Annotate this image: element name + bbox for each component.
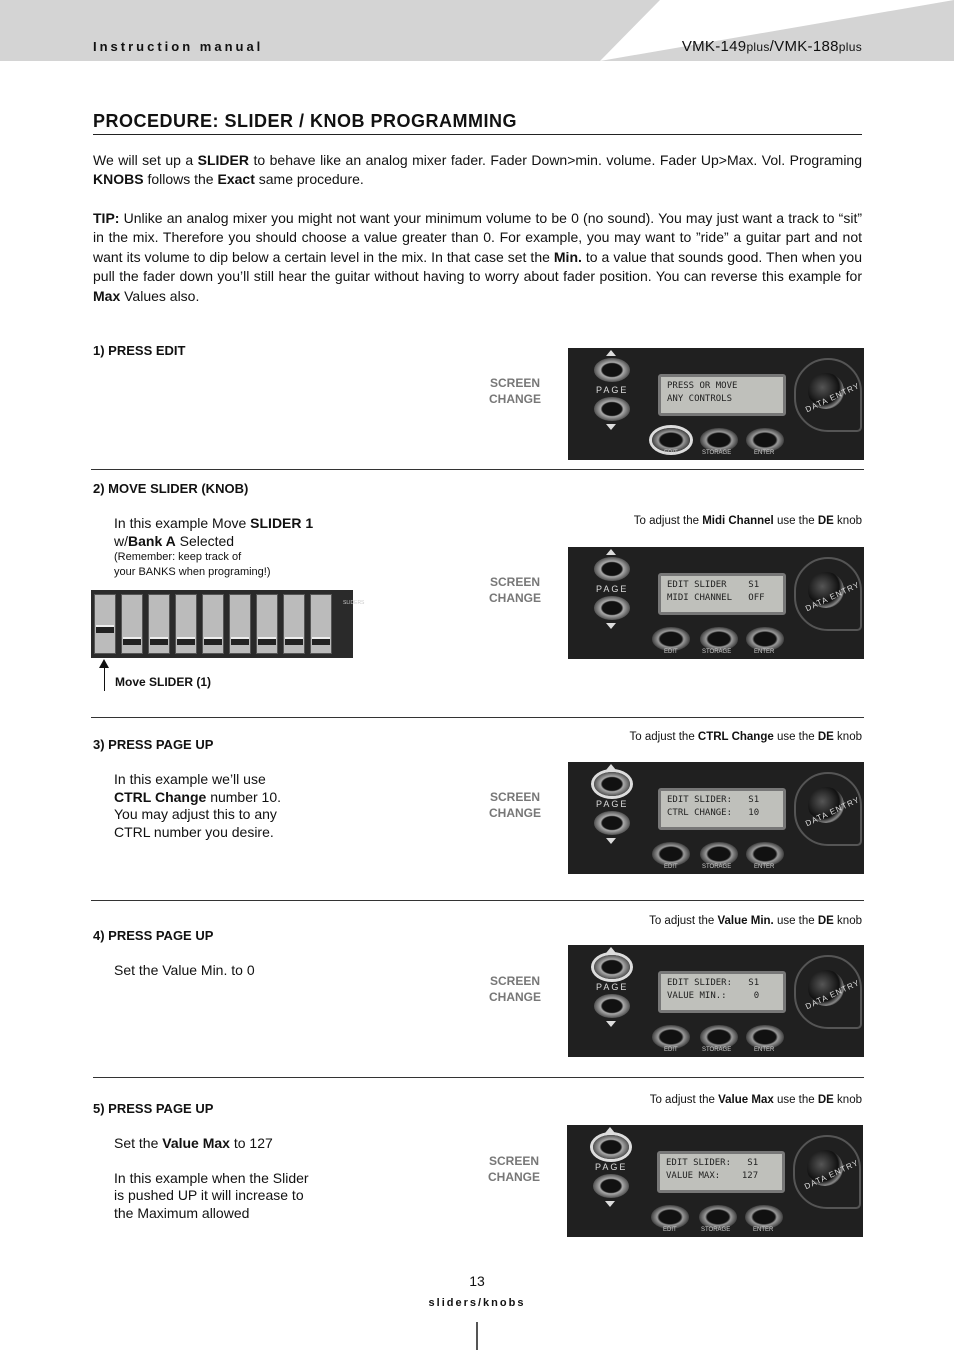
enter-button-icon [746, 1025, 784, 1049]
page-up-button-icon [594, 955, 630, 979]
lcd-display: EDIT SLIDER: S1 VALUE MAX: 127 [657, 1151, 785, 1193]
screen-change-label: SCREEN CHANGE [488, 974, 541, 1004]
lcd-display: PRESS OR MOVE ANY CONTROLS [658, 374, 786, 416]
page-down-button-icon [593, 1174, 629, 1198]
page-up-arrow-icon [606, 764, 616, 770]
page-down-button-icon [594, 811, 630, 835]
header-manual-label: Instruction manual [93, 39, 264, 54]
edit-button-icon [652, 627, 690, 651]
page-down-arrow-icon [606, 1021, 616, 1027]
step-4-adjust-note: To adjust the Value Min. use the DE knob [649, 915, 862, 927]
up-arrow-icon [104, 661, 105, 691]
move-slider-label: Move SLIDER (1) [115, 675, 212, 689]
page-down-arrow-icon [605, 1201, 615, 1207]
edit-button-icon [652, 1025, 690, 1049]
step-3-title: 3) PRESS PAGE UP [93, 737, 214, 752]
divider [93, 1077, 864, 1078]
page-up-button-icon [594, 557, 630, 581]
footer-divider [476, 1322, 478, 1350]
device-panel-image: PAGE PRESS OR MOVE ANY CONTROLS DATA ENTRY EDIT STORAGE ENTER [568, 348, 864, 460]
lcd-display: EDIT SLIDER: S1 VALUE MIN.: 0 [658, 971, 786, 1013]
page-down-arrow-icon [606, 838, 616, 844]
sliders-panel-image: SLIDERS [91, 590, 353, 658]
step-3-adjust-note: To adjust the CTRL Change use the DE knob [629, 731, 862, 743]
step-5-adjust-note: To adjust the Value Max use the DE knob [649, 1094, 862, 1106]
storage-button-icon [700, 428, 738, 452]
step-1-title: 1) PRESS EDIT [93, 343, 186, 358]
step-4-text: Set the Value Min. to 0 [114, 962, 255, 978]
edit-button-icon [652, 428, 690, 452]
screen-change-label: SCREEN CHANGE [488, 376, 541, 406]
step-2-text: In this example Move SLIDER 1 w/Bank A Selected (Remember: keep track of your BANKS when programing!) [114, 515, 314, 578]
storage-button-icon [700, 842, 738, 866]
storage-button-icon [700, 627, 738, 651]
enter-button-icon [746, 428, 784, 452]
divider [91, 717, 864, 718]
screen-change-label: SCREEN CHANGE [487, 1154, 540, 1184]
page-up-button-icon [594, 772, 630, 796]
page-up-button-icon [594, 358, 630, 382]
lcd-display: EDIT SLIDER: S1 CTRL CHANGE: 10 [658, 788, 786, 830]
step-2-adjust-note: To adjust the Midi Channel use the DE knob [633, 515, 862, 527]
device-panel-image: PAGE EDIT SLIDER: S1 VALUE MAX: 127 DATA ENTRY EDIT STORAGE ENTER [567, 1125, 863, 1237]
step-5-text: Set the Value Max to 127 In this example when the Slider is pushed UP it will increase to the Maximum allowed [114, 1135, 309, 1221]
step-3-text: In this example we’ll use CTRL Change number 10. You may adjust this to any CTRL number you desire. [114, 771, 282, 840]
page-title: PROCEDURE: SLIDER / KNOB PROGRAMMING [93, 111, 862, 135]
intro-paragraph: We will set up a SLIDER to behave like an analog mixer fader. Fader Down>min. volume. Fader Up>Max. Vol. Programing KNOBS follows the Exact same procedure. [93, 152, 862, 188]
lcd-display: EDIT SLIDER S1 MIDI CHANNEL OFF [658, 573, 786, 615]
page-up-arrow-icon [605, 1127, 615, 1133]
page-number: 13 [469, 1273, 485, 1289]
page-up-button-icon [593, 1135, 629, 1159]
enter-button-icon [746, 627, 784, 651]
divider [91, 900, 864, 901]
step-5-title: 5) PRESS PAGE UP [93, 1101, 214, 1116]
page-up-arrow-icon [606, 947, 616, 953]
header-model: VMK-149plus/VMK-188plus [681, 38, 862, 55]
divider [91, 469, 864, 470]
page-down-button-icon [594, 397, 630, 421]
tip-paragraph: TIP: Unlike an analog mixer you might not want your minimum volume to be 0 (no sound). You may just want a track to “sit” in the mix. Therefore you should choose a value greater than 0. For example, you may want to ”ride” a guitar part and not want its volume to dip below a certain level in the mix. In that case set the Min. to a value that sounds good. Then when you pull the fader down you’ll still hear the guitar without having to worry about fader position. You can reverse this example for Max Values also. [93, 210, 862, 304]
page-up-arrow-icon [606, 549, 616, 555]
edit-button-icon [652, 842, 690, 866]
storage-button-icon [699, 1205, 737, 1229]
screen-change-label: SCREEN CHANGE [488, 575, 541, 605]
page-down-arrow-icon [606, 424, 616, 430]
enter-button-icon [745, 1205, 783, 1229]
storage-button-icon [700, 1025, 738, 1049]
step-2-title: 2) MOVE SLIDER (KNOB) [93, 481, 249, 496]
page-down-button-icon [594, 994, 630, 1018]
screen-change-label: SCREEN CHANGE [488, 790, 541, 820]
page-up-arrow-icon [606, 350, 616, 356]
section-label: sliders/knobs [428, 1297, 526, 1309]
edit-button-icon [651, 1205, 689, 1229]
device-panel-image: PAGE EDIT SLIDER: S1 CTRL CHANGE: 10 DATA ENTRY EDIT STORAGE ENTER [568, 762, 864, 874]
device-panel-image: PAGE EDIT SLIDER S1 MIDI CHANNEL OFF DATA ENTRY EDIT STORAGE ENTER [568, 547, 864, 659]
device-panel-image: PAGE EDIT SLIDER: S1 VALUE MIN.: 0 DATA ENTRY EDIT STORAGE ENTER [568, 945, 864, 1057]
page-down-button-icon [594, 596, 630, 620]
enter-button-icon [746, 842, 784, 866]
step-4-title: 4) PRESS PAGE UP [93, 928, 214, 943]
page-down-arrow-icon [606, 623, 616, 629]
